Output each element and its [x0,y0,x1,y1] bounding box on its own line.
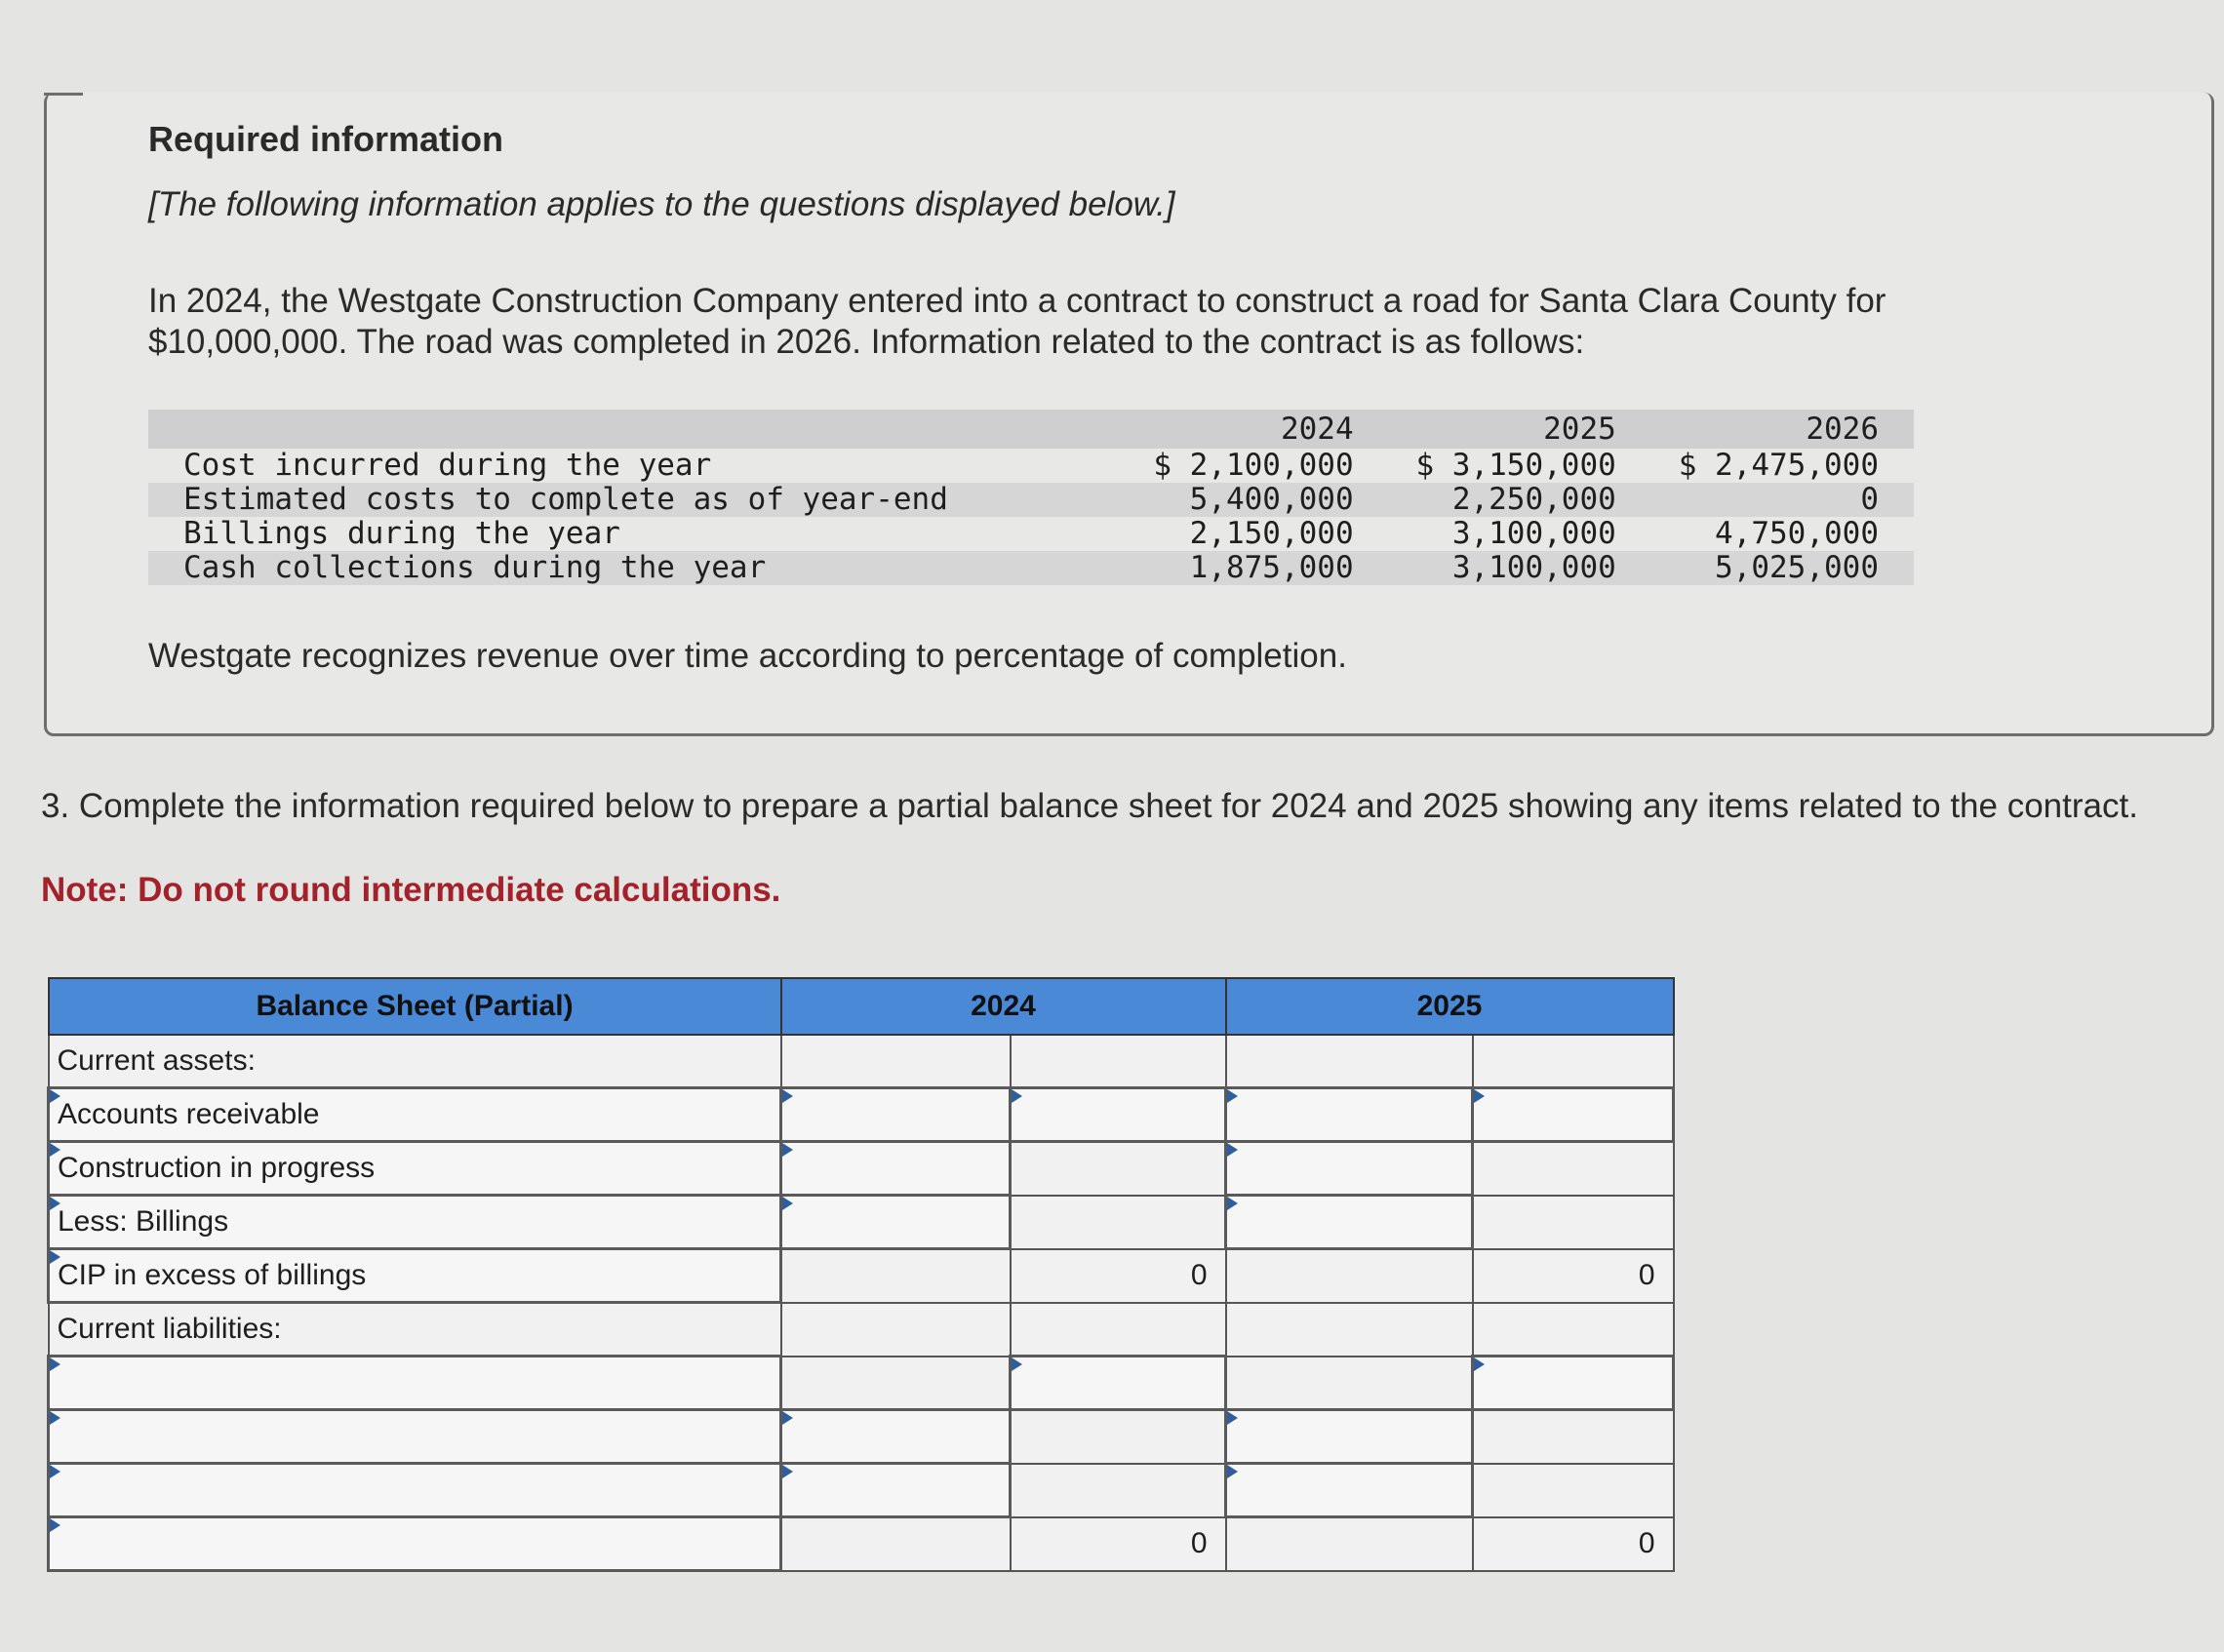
info-subtitle: [The following information applies to the questions displayed below.] [148,185,1175,223]
required-info-title: Required information [148,119,504,159]
table-row [49,1088,1674,1142]
balance-sheet-header: Balance Sheet (Partial) [49,978,781,1035]
contract-info-table [148,410,1914,585]
table-row [49,1303,1674,1357]
table-row [49,1410,1674,1464]
intro-paragraph: In 2024, the Westgate Construction Company entered into a contract to construct a road for Santa Clara County for $10,000,000. The road was completed in 2026. Information related to the contract is as follows: [148,282,1886,361]
liability-label-input[interactable] [49,1357,781,1410]
table-row: Estimated costs to complete as of year-end 5,400,000 2,250,000 0 [148,483,1914,517]
cip-excess-label[interactable]: CIP in excess of billings [49,1249,781,1303]
liability-2025-input[interactable] [1473,1357,1674,1410]
col-header-2024: 2024 [781,978,1226,1035]
table-row [49,1517,1674,1571]
cip-excess-2024-value: 0 [1011,1249,1226,1303]
table-row [49,1357,1674,1410]
liability-total-label-input[interactable] [49,1517,781,1571]
accounts-receivable-2025-input[interactable] [1226,1088,1473,1142]
recognition-note: Westgate recognizes revenue over time according to percentage of completion. [148,637,1347,675]
table-row [49,1035,1674,1088]
liability-2024-input[interactable] [781,1464,1011,1517]
cip-2024-input[interactable] [781,1142,1011,1196]
liability-label-input[interactable] [49,1464,781,1517]
liability-label-input[interactable] [49,1410,781,1464]
balance-sheet-table [47,977,1675,1572]
accounts-receivable-2025-total[interactable] [1473,1088,1674,1142]
table-row: Cash collections during the year 1,875,000 3,100,000 5,025,000 [148,551,1914,585]
cip-2025-input[interactable] [1226,1142,1473,1196]
billings-2024-input[interactable] [781,1196,1011,1249]
accounts-receivable-2024-total[interactable] [1011,1088,1226,1142]
table-row: Cost incurred during the year $ 2,100,000 $ 3,150,000 $ 2,475,000 [183,448,1879,483]
liability-2025-input[interactable] [1226,1464,1473,1517]
less-billings-label[interactable]: Less: Billings [49,1196,781,1249]
cip-label[interactable]: Construction in progress [49,1142,781,1196]
cip-excess-2025-value: 0 [1473,1249,1674,1303]
year-header: 2025 [1543,412,1616,447]
accounts-receivable-2024-input[interactable] [781,1088,1011,1142]
col-header-2025: 2025 [1226,978,1674,1035]
row-label: Current assets: [49,1035,781,1088]
year-header: 2024 [1280,412,1354,447]
liability-2024-input[interactable] [1011,1357,1226,1410]
question-text: 3. Complete the information required below to prepare a partial balance sheet for 2024 and 2025 showing any items related to the contract. [41,787,2138,825]
table-row [49,1142,1674,1196]
table-row [49,1249,1674,1303]
billings-2025-input[interactable] [1226,1196,1473,1249]
liability-2025-input[interactable] [1226,1410,1473,1464]
accounts-receivable-label[interactable]: Accounts receivable [49,1088,781,1142]
year-header: 2026 [1806,412,1879,447]
table-row: Billings during the year 2,150,000 3,100,000 4,750,000 [183,516,1879,551]
liability-total-2024-value: 0 [1011,1517,1226,1571]
liability-total-2025-value: 0 [1473,1517,1674,1571]
rounding-note: Note: Do not round intermediate calculations. [41,871,781,909]
liability-2024-input[interactable] [781,1410,1011,1464]
table-row [49,1464,1674,1517]
row-label: Current liabilities: [49,1303,781,1357]
table-row [49,1196,1674,1249]
